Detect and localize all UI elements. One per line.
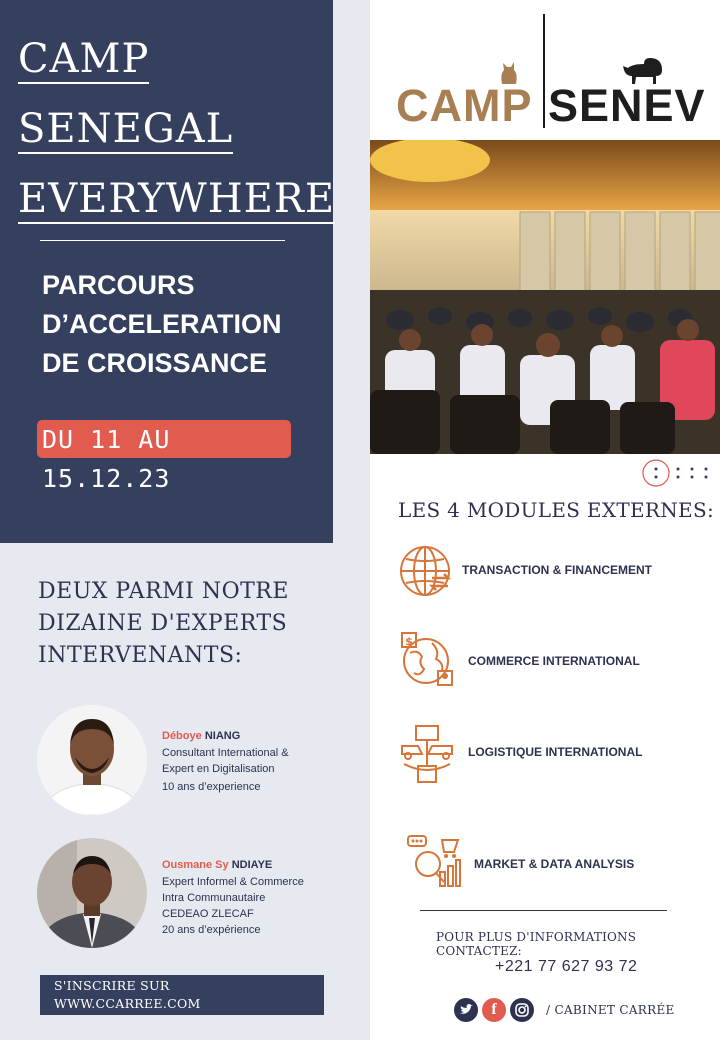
title-line: CAMP xyxy=(18,36,150,82)
module-label: LOGISTIQUE INTERNATIONAL xyxy=(468,745,643,759)
modules-heading: LES 4 MODULES EXTERNES: xyxy=(398,498,715,522)
register-url[interactable]: WWW.CCARREE.COM xyxy=(54,996,201,1011)
register-label: S'INSCRIRE SUR xyxy=(54,978,170,993)
experts-heading xyxy=(38,576,338,672)
expert-detail: CEDEAO ZLECAF xyxy=(162,908,254,920)
logo-senev-text: SENEV xyxy=(548,80,706,131)
program-line: D’ACCELERATION xyxy=(42,309,282,339)
logistics-truck-icon xyxy=(398,724,456,784)
experts-heading-line: DIZAINE D'EXPERTS xyxy=(38,611,288,636)
expert-photo xyxy=(37,705,147,815)
phone-number[interactable]: +221 77 627 93 72 xyxy=(495,958,638,975)
cabinet-name: / CABINET CARRÉE xyxy=(546,1003,675,1017)
globe-dollar-icon xyxy=(400,631,456,687)
svg-text:$: $ xyxy=(405,635,413,648)
panel-strip xyxy=(333,0,370,543)
module-label: MARKET & DATA ANALYSIS xyxy=(474,857,635,871)
program-line: DE CROISSANCE xyxy=(42,348,268,378)
expert-name xyxy=(162,856,362,874)
experts-heading-line: INTERVENANTS: xyxy=(38,643,243,668)
market-analysis-icon xyxy=(406,834,462,890)
globe-exchange-icon xyxy=(398,544,452,598)
instagram-icon[interactable] xyxy=(510,998,534,1022)
module-label: TRANSACTION & FINANCEMENT xyxy=(462,563,652,577)
expert-photo xyxy=(37,838,147,948)
logo-camp-text: CAMP xyxy=(396,80,533,131)
register-banner[interactable] xyxy=(40,975,324,1015)
module-label: COMMERCE INTERNATIONAL xyxy=(468,654,640,668)
twitter-icon[interactable] xyxy=(454,998,478,1022)
pagination-dots[interactable] xyxy=(640,458,720,488)
program-line: PARCOURS xyxy=(42,270,195,300)
divider xyxy=(420,910,667,911)
expert-detail: Expert en Digitalisation xyxy=(162,763,275,775)
expert-first-name: Déboye xyxy=(162,730,202,742)
expert-detail: Intra Communautaire xyxy=(162,892,266,904)
conference-photo xyxy=(370,140,720,454)
title-line: SENEGAL xyxy=(18,106,234,152)
expert-first-name: Ousmane Sy xyxy=(162,859,229,871)
expert-name xyxy=(162,727,362,745)
facebook-icon[interactable]: f xyxy=(482,998,506,1022)
date-start: DU 11 AU xyxy=(42,425,171,454)
experts-heading-line: DEUX PARMI NOTRE xyxy=(38,579,289,604)
expert-card xyxy=(162,856,362,938)
expert-detail: 10 ans d’experience xyxy=(162,781,261,793)
logo-divider xyxy=(543,14,545,128)
expert-detail: Consultant International & xyxy=(162,747,289,759)
expert-last-name: NDIAYE xyxy=(231,859,273,871)
date-end: 15.12.23 xyxy=(42,464,171,493)
title-line: EVERYWHERE xyxy=(18,176,336,222)
contact-heading: POUR PLUS D'INFORMATIONS CONTACTEZ: xyxy=(436,930,637,958)
expert-last-name: NIANG xyxy=(204,730,241,742)
expert-detail: 20 ans d’expérience xyxy=(162,924,261,936)
program-title xyxy=(42,266,322,383)
event-title xyxy=(18,28,336,238)
expert-card xyxy=(162,727,362,795)
divider xyxy=(40,240,285,241)
expert-detail: Expert Informel & Commerce xyxy=(162,876,304,888)
